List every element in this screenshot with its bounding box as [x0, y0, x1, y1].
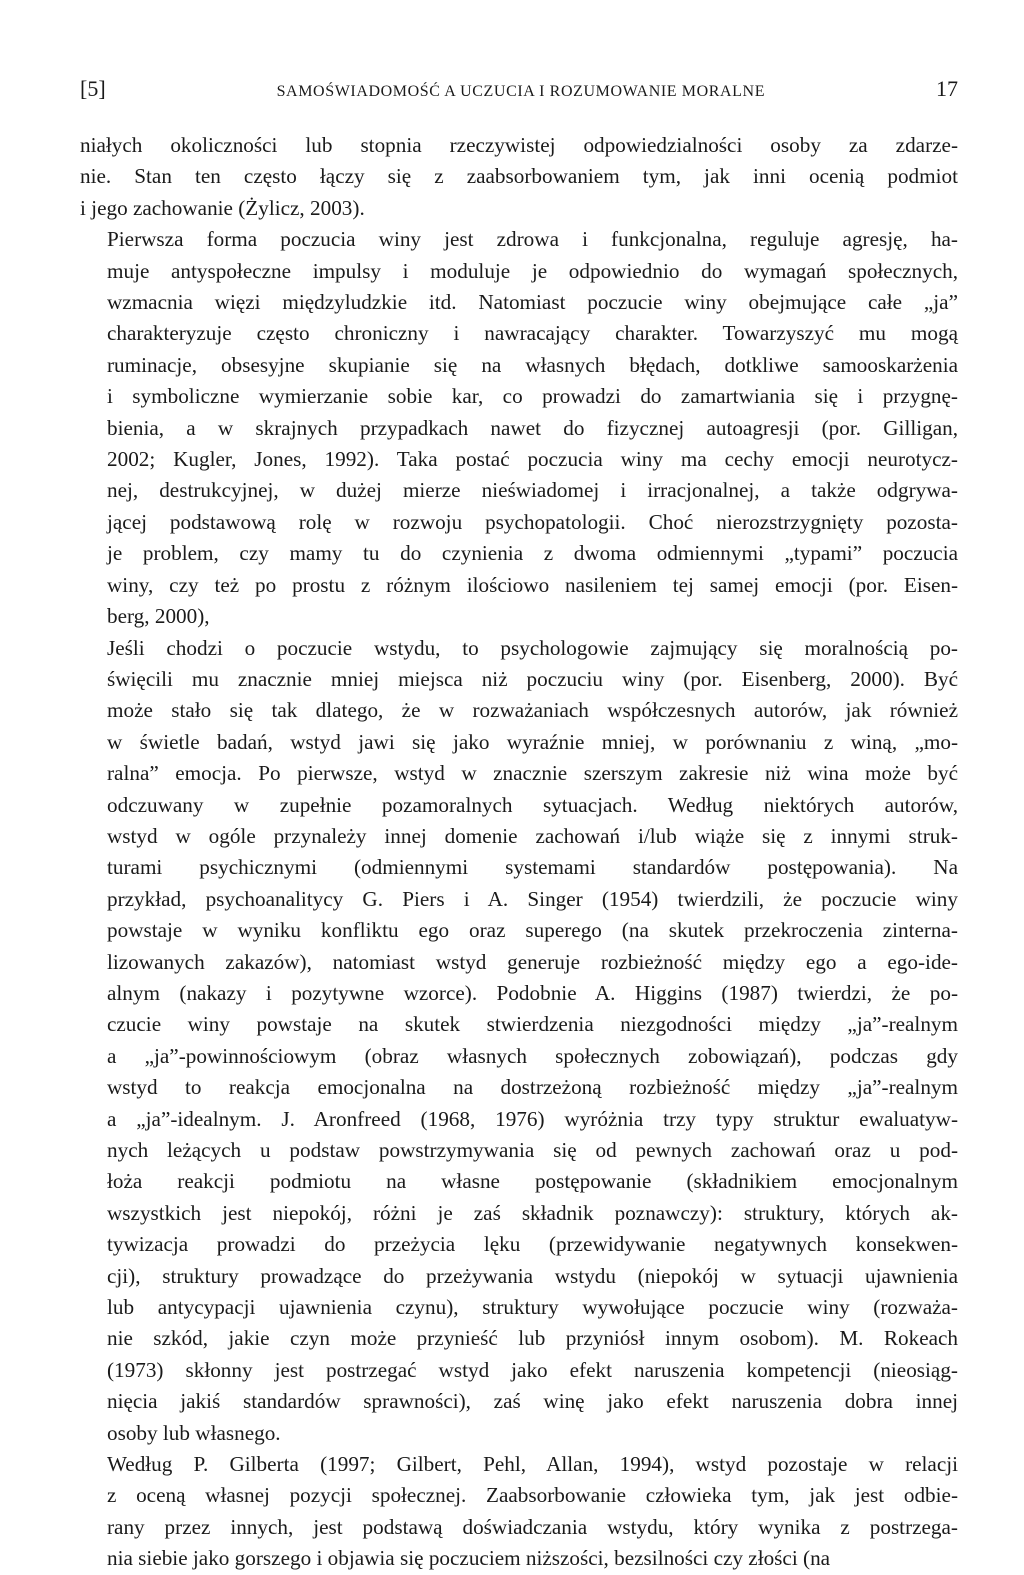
- text-line: jącej podstawową rolę w rozwoju psychopatologii. Choć nierozstrzygnięty pozosta-: [107, 509, 958, 534]
- text-line: a „ja”-powinnościowym (obraz własnych społecznych zobowiązań), podczas gdy: [107, 1043, 958, 1068]
- text-line: rany przez innych, jest podstawą doświadczania wstydu, który wynika z postrzega-: [107, 1514, 958, 1539]
- text-line: nie szkód, jakie czyn może przynieść lub przyniósł innym osobom). M. Rokeach: [107, 1326, 958, 1351]
- running-header: [80, 76, 958, 106]
- text-line: berg, 2000),: [107, 604, 210, 629]
- text-line: w świetle badań, wstyd jawi się jako wyraźnie mniej, w porównaniu z winą, „mo-: [107, 729, 958, 754]
- text-line: nięcia jakiś standardów sprawności), zaś winę jako efekt naruszenia dobra innej: [107, 1389, 958, 1414]
- text-line: nie. Stan ten często łączy się z zaabsorbowaniem tym, jak inni ocenią podmiot: [80, 164, 958, 189]
- paragraph: [80, 633, 958, 1450]
- text-line: wzmacnia więzi międzyludzkie itd. Natomiast poczucie winy obejmujące całe „ja”: [107, 290, 958, 315]
- text-line: nych leżących u podstaw powstrzymywania się od pewnych zachowań oraz u pod-: [107, 1138, 958, 1162]
- text-line: niałych okoliczności lub stopnia rzeczywistej odpowiedzialności osoby za zdarze-: [80, 133, 958, 157]
- text-line: wszystkich jest niepokój, różni je zaś składnik poznawczy): struktury, których ak-: [107, 1200, 958, 1225]
- text-line: nej, destrukcyjnej, w dużej mierze nieświadomej i irracjonalnej, a także odgrywa-: [107, 478, 958, 503]
- text-line: winy, czy też po prostu z różnym ilościowo nasileniem tej samej emocji (por. Eisen-: [107, 572, 958, 597]
- text-line: Pierwsza forma poczucia winy jest zdrowa i funkcjonalna, reguluje agresję, ha-: [107, 227, 958, 252]
- text-line: powstaje w wyniku konfliktu ego oraz superego (na skutek przekroczenia zinterna-: [107, 918, 958, 943]
- paragraph: [80, 130, 958, 224]
- text-line: może stało się tak dlatego, że w rozważaniach współczesnych autorów, jak również: [107, 698, 958, 723]
- text-line: wstyd to reakcja emocjonalna na dostrzeżoną rozbieżność między „ja”-realnym: [107, 1075, 958, 1100]
- text-line: czucie winy powstaje na skutek stwierdzenia niezgodności między „ja”-realnym: [107, 1012, 958, 1037]
- text-line: turami psychicznymi (odmiennymi systemami standardów postępowania). Na: [107, 855, 958, 880]
- text-line: charakteryzuje często chroniczny i nawracający charakter. Towarzyszyć mu mogą: [107, 321, 958, 346]
- text-line: (1973) skłonny jest postrzegać wstyd jako efekt naruszenia kompetencji (nieosiąg-: [107, 1357, 958, 1382]
- page-number: 17: [935, 76, 958, 101]
- text-line: alnym (nakazy i pozytywne wzorce). Podobnie A. Higgins (1987) twierdzi, że po-: [107, 980, 958, 1005]
- text-line: z oceną własnej pozycji społecznej. Zaabsorbowanie człowieka tym, jak jest odbie-: [107, 1483, 958, 1508]
- text-line: cji), struktury prowadzące do przeżywania wstydu (niepokój w sytuacji ujawnienia: [107, 1263, 958, 1288]
- text-line: przykład, psychoanalitycy G. Piers i A. Singer (1954) twierdzili, że poczucie winy: [107, 886, 958, 911]
- text-line: bienia, a w skrajnych przypadkach nawet do fizycznej autoagresji (por. Gilligan,: [107, 415, 958, 440]
- chapter-number: [5]: [80, 76, 106, 101]
- text-line: święcili mu znacznie mniej miejsca niż poczuciu winy (por. Eisenberg, 2000). Być: [107, 666, 958, 691]
- text-line: ruminacje, obsesyjne skupianie się na własnych błędach, dotkliwe samooskarżenia: [107, 352, 958, 377]
- text-line: 2002; Kugler, Jones, 1992). Taka postać poczucia winy ma cechy emocji neurotycz-: [107, 447, 958, 472]
- text-line: Według P. Gilberta (1997; Gilbert, Pehl, Allan, 1994), wstyd pozostaje w relacji: [107, 1452, 958, 1477]
- text-line: ralna” emocja. Po pierwsze, wstyd w znacznie szerszym zakresie niż wina może być: [107, 761, 958, 786]
- text-line: a „ja”-idealnym. J. Aronfreed (1968, 1976) wyróżnia trzy typy struktur ewaluatyw-: [107, 1106, 958, 1131]
- text-line: i symboliczne wymierzanie sobie kar, co prowadzi do zamartwiania się i przygnę-: [107, 384, 958, 409]
- text-line: lub antycypacji ujawnienia czynu), struktury wywołujące poczucie winy (rozważa-: [107, 1295, 958, 1320]
- text-line: muje antyspołeczne impulsy i moduluje je odpowiednio do wymagań społecznych,: [107, 258, 958, 283]
- running-title: SAMOŚWIADOMOŚĆ A UCZUCIA I ROZUMOWANIE MORALNE: [276, 83, 766, 100]
- text-line: je problem, czy mamy tu do czynienia z dwoma odmiennymi „typami” poczucia: [107, 541, 958, 566]
- text-line: Jeśli chodzi o poczucie wstydu, to psychologowie zajmujący się moralnością po-: [107, 635, 958, 660]
- body-text: [80, 130, 958, 1575]
- text-line: lizowanych zakazów), natomiast wstyd generuje rozbieżność między ego a ego-ide-: [107, 949, 958, 974]
- text-line: odczuwany w zupełnie pozamoralnych sytuacjach. Według niektórych autorów,: [107, 792, 958, 817]
- text-line: i jego zachowanie (Żylicz, 2003).: [80, 195, 365, 220]
- text-line: osoby lub własnego.: [107, 1420, 281, 1445]
- paragraph: [80, 224, 958, 632]
- text-line: nia siebie jako gorszego i objawia się poczuciem niższości, bezsilności czy złości (na: [107, 1546, 831, 1571]
- text-line: tywizacja prowadzi do przeżycia lęku (przewidywanie negatywnych konsekwen-: [107, 1232, 958, 1257]
- text-line: wstyd w ogóle przynależy innej domenie zachowań i/lub wiąże się z innymi struk-: [107, 823, 958, 848]
- text-line: łoża reakcji podmiotu na własne postępowanie (składnikiem emocjonalnym: [107, 1169, 958, 1194]
- paragraph: [80, 1449, 958, 1575]
